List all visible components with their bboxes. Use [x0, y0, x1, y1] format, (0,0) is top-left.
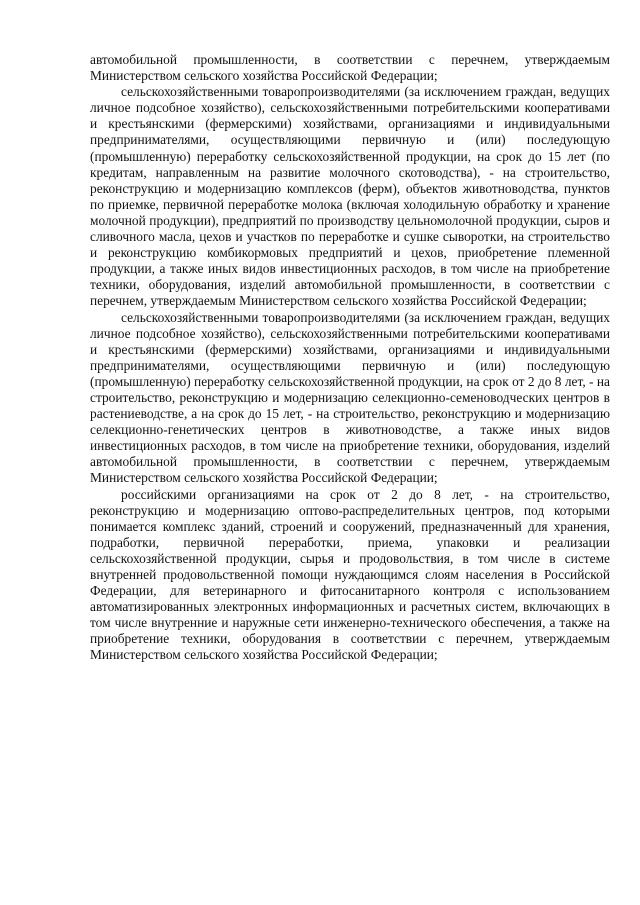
paragraph-wholesale-centers: российскими организациями на срок от 2 до 8 лет, - на строительство, реконструкцию и модернизацию оптово-распределительных центров, под которыми понимается комплекс зданий, строений и сооружений, предназначенный для хранения, подработки, первичной переработки, приема, упаковки и реализации сельскохозяйственной продукции, сырья и продовольствия, в том числе в системе внутренней продовольственной помощи нуждающимся слоям населения в Российской Федерации, для ветеринарного и фитосанитарного контроля с использованием автоматизированных электронных информационных и расчетных систем, включающих в том числе внутренние и наружные сети инженерно-технического обеспечения, а также на приобретение техники, оборудования в соответствии с перечнем, утверждаемым Министерством сельского хозяйства Российской Федерации;: [90, 486, 610, 663]
document-body: [90, 52, 610, 664]
paragraph-breeding-centers: сельскохозяйственными товаропроизводителями (за исключением граждан, ведущих личное подсобное хозяйство), сельскохозяйственными потребительскими кооперативами и крестьянскими (фермерскими) хозяйствами, организациями и индивидуальными предпринимателями, осуществляющими первичную и (или) последующую (промышленную) переработку сельскохозяйственной продукции, на срок от 2 до 8 лет, - на строительство, реконструкцию и модернизацию селекционно-семеноводческих центров в растениеводстве, а на срок до 15 лет, - на строительство, реконструкцию и модернизацию селекционно-генетических центров в животноводстве, а также иных видов инвестиционных расходов, в том числе на приобретение техники, оборудования, изделий автомобильной промышленности, в соответствии с перечнем, утверждаемым Министерством сельского хозяйства Российской Федерации;: [90, 309, 610, 486]
paragraph-dairy-farming: сельскохозяйственными товаропроизводителями (за исключением граждан, ведущих личное подсобное хозяйство), сельскохозяйственными потребительскими кооперативами и крестьянскими (фермерскими) хозяйствами, организациями и индивидуальными предпринимателями, осуществляющими первичную и (или) последующую (промышленную) переработку сельскохозяйственной продукции, на срок до 15 лет (по кредитам, направленным на развитие молочного скотоводства), - на строительство, реконструкцию и модернизацию комплексов (ферм), объектов животноводства, пунктов по приемке, первичной переработке молока (включая холодильную обработку и хранение молочной продукции), предприятий по производству цельномолочной продукции, сыров и сливочного масла, цехов и участков по переработке и сушке сыворотки, на строительство и реконструкцию комбикормовых предприятий и цехов, приобретение племенной продукции, а также иных видов инвестиционных расходов, в том числе на приобретение техники, оборудования, изделий автомобильной промышленности, в соответствии с перечнем, утверждаемым Министерством сельского хозяйства Российской Федерации;: [90, 84, 610, 309]
paragraph-continuation: автомобильной промышленности, в соответствии с перечнем, утверждаемым Министерством сельского хозяйства Российской Федерации;: [90, 52, 610, 84]
